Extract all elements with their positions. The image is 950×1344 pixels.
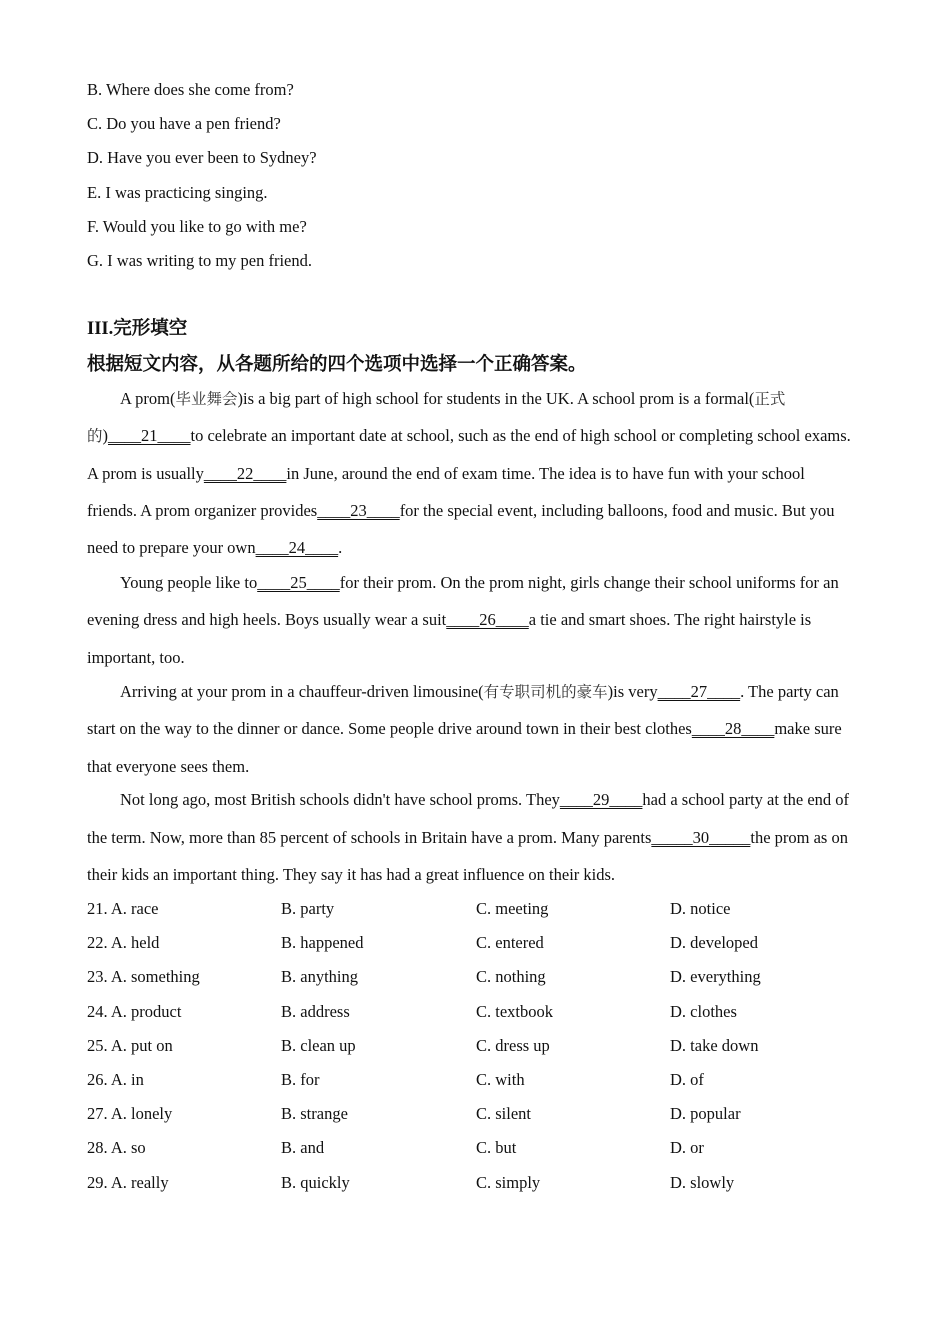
option-b: B. strange — [281, 1104, 348, 1123]
passage-line: Young people like to____25____for their prom. On the prom night, girls change their school uniforms for an — [120, 573, 839, 592]
option-b: B. party — [281, 899, 335, 918]
blank-24: ____24____ — [255, 538, 339, 557]
option-c: C. meeting — [476, 899, 549, 918]
option-c: C. but — [476, 1138, 517, 1157]
option-d: D. or — [670, 1138, 704, 1157]
blank-25: ____25____ — [257, 573, 340, 592]
option-a: 21. A. race — [87, 899, 159, 918]
dialogue-option-g: G. I was writing to my pen friend. — [87, 251, 312, 270]
blank-29: ____29____ — [559, 790, 643, 809]
option-a: 27. A. lonely — [87, 1104, 173, 1123]
blank-26: ____26____ — [446, 610, 529, 629]
question-row — [87, 1035, 867, 1057]
option-c: C. simply — [476, 1173, 541, 1192]
question-row — [87, 932, 867, 954]
option-b: B. address — [281, 1002, 350, 1021]
blank-22: ____22____ — [203, 464, 287, 483]
passage-line: their kids an important thing. They say it has had a great influence on their kids. — [87, 865, 616, 884]
passage-line: important, too. — [87, 648, 185, 667]
option-a: 24. A. product — [87, 1002, 182, 1021]
option-a: 23. A. something — [87, 967, 200, 986]
option-a: 25. A. put on — [87, 1036, 173, 1055]
option-b: B. anything — [281, 967, 358, 986]
option-a: 28. A. so — [87, 1138, 146, 1157]
passage-line: A prom(毕业舞会)is a big part of high school for students in the UK. A school prom is a formal(正式 — [120, 389, 786, 408]
passage-line: need to prepare your own____24____. — [87, 538, 343, 557]
question-row — [87, 966, 867, 988]
question-row — [87, 898, 867, 920]
question-row — [87, 1001, 867, 1023]
option-b: B. for — [281, 1070, 320, 1089]
option-d: D. notice — [670, 899, 731, 918]
question-row — [87, 1103, 867, 1125]
option-c: C. nothing — [476, 967, 546, 986]
option-c: C. entered — [476, 933, 544, 952]
option-d: D. developed — [670, 933, 758, 952]
section-title: III.完形填空 — [87, 319, 188, 339]
section-instruction: 根据短文内容，从各题所给的四个选项中选择一个正确答案。 — [87, 355, 587, 375]
option-d: D. take down — [670, 1036, 759, 1055]
passage-line: start on the way to the dinner or dance. Some people drive around town in their best clothes____28____make sure — [87, 719, 842, 738]
question-row — [87, 1069, 867, 1091]
option-c: C. textbook — [476, 1002, 553, 1021]
dialogue-option-e: E. I was practicing singing. — [87, 183, 268, 202]
dialogue-option-c: C. Do you have a pen friend? — [87, 114, 281, 133]
option-c: C. dress up — [476, 1036, 550, 1055]
passage-line: the term. Now, more than 85 percent of schools in Britain have a prom. Many parents_____30_____the prom as on — [87, 828, 848, 847]
passage-line: A prom is usually____22____in June, around the end of exam time. The idea is to have fun with your school — [87, 464, 805, 483]
option-a: 26. A. in — [87, 1070, 144, 1089]
option-b: B. and — [281, 1138, 325, 1157]
blank-28: ____28____ — [691, 719, 775, 738]
option-d: D. popular — [670, 1104, 741, 1123]
option-c: C. with — [476, 1070, 525, 1089]
option-b: B. quickly — [281, 1173, 350, 1192]
question-row — [87, 1137, 867, 1159]
blank-23: ____23____ — [317, 501, 400, 520]
passage-line: friends. A prom organizer provides____23____for the special event, including balloons, food and music. But you — [87, 501, 835, 520]
option-a: 29. A. really — [87, 1173, 169, 1192]
passage-line: Arriving at your prom in a chauffeur-driven limousine(有专职司机的豪车)is very____27____. The party can — [120, 682, 839, 701]
passage-line: 的)____21____to celebrate an important date at school, such as the end of high school or completing school exams. — [87, 426, 851, 445]
blank-21: ____21____ — [108, 426, 191, 445]
question-row — [87, 1172, 867, 1194]
dialogue-option-f: F. Would you like to go with me? — [87, 217, 307, 236]
option-c: C. silent — [476, 1104, 532, 1123]
option-d: D. of — [670, 1070, 704, 1089]
passage-line: evening dress and high heels. Boys usually wear a suit____26____a tie and smart shoes. The right hairstyle is — [87, 610, 812, 629]
dialogue-option-b: B. Where does she come from? — [87, 80, 294, 99]
option-b: B. happened — [281, 933, 364, 952]
passage-line: Not long ago, most British schools didn't have school proms. They____29____had a school party at the end of — [120, 790, 850, 809]
option-b: B. clean up — [281, 1036, 356, 1055]
blank-27: ____27____ — [657, 682, 741, 701]
option-d: D. clothes — [670, 1002, 737, 1021]
option-d: D. slowly — [670, 1173, 735, 1192]
blank-30: _____30_____ — [651, 828, 751, 847]
option-a: 22. A. held — [87, 933, 160, 952]
passage-line: that everyone sees them. — [87, 757, 250, 776]
dialogue-option-d: D. Have you ever been to Sydney? — [87, 148, 317, 167]
option-d: D. everything — [670, 967, 761, 986]
